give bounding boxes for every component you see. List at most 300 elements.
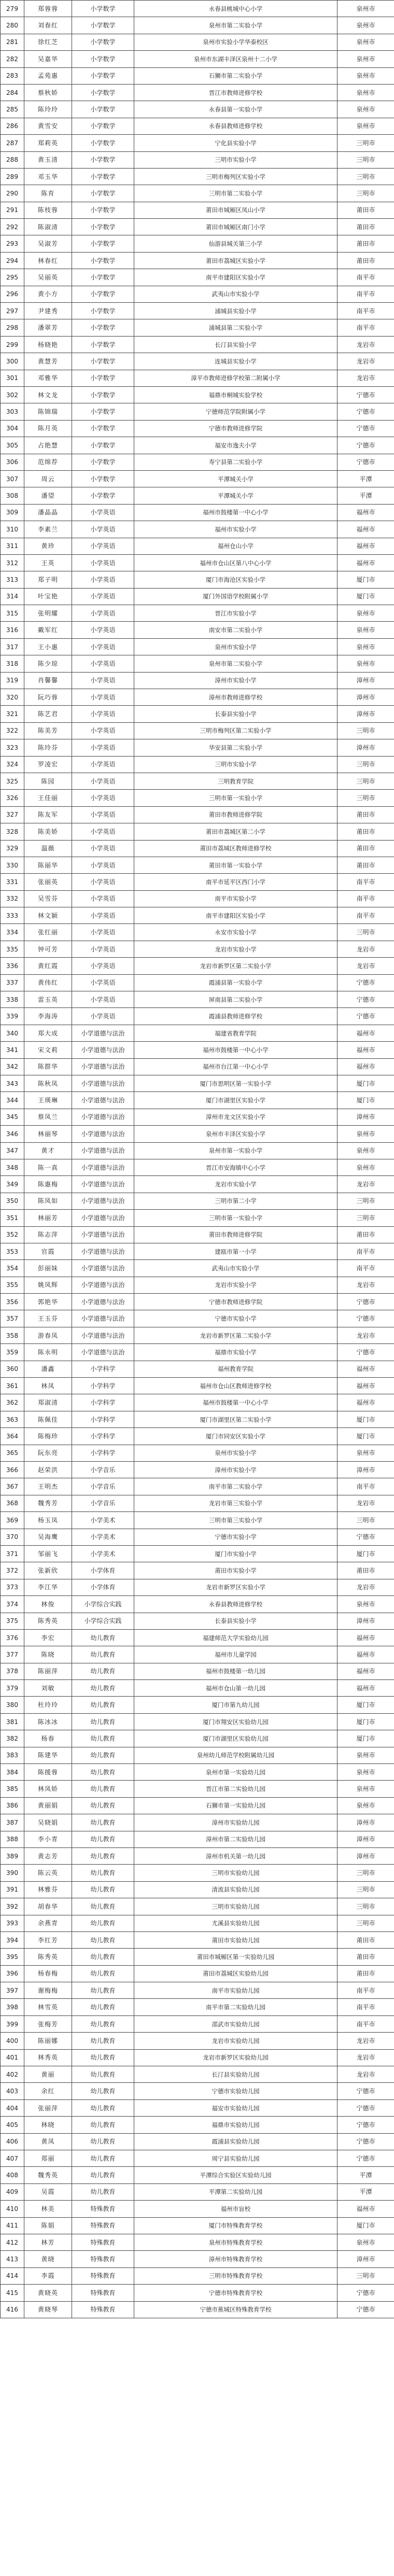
city-cell: 泉州市 [337, 622, 394, 638]
teacher-name-cell: 李海涛 [24, 1008, 72, 1025]
teacher-name-cell: 陈玲芬 [24, 739, 72, 756]
teacher-name-cell: 陈秋凤 [24, 1075, 72, 1092]
subject-cell: 幼儿教育 [72, 2015, 134, 2032]
teacher-name-cell: 吴霞 [24, 2183, 72, 2200]
row-number-cell: 353 [1, 1243, 24, 1259]
row-number-cell: 292 [1, 219, 24, 235]
city-cell: 漳州市 [337, 689, 394, 706]
teacher-name-cell: 魏秀英 [24, 2167, 72, 2183]
row-number-cell: 355 [1, 1277, 24, 1293]
subject-cell: 小学道德与法治 [72, 1294, 134, 1310]
city-cell: 龙岩市 [337, 941, 394, 957]
school-cell: 莆田市教师进修学院 [134, 806, 337, 823]
table-row [1, 1226, 394, 1243]
row-number-cell: 363 [1, 1411, 24, 1427]
table-row [1, 823, 394, 840]
row-number-cell: 414 [1, 2267, 24, 2284]
subject-cell: 幼儿教育 [72, 2150, 134, 2167]
teacher-name-cell: 陈美芳 [24, 722, 72, 739]
row-number-cell: 407 [1, 2150, 24, 2167]
subject-cell: 小学英语 [72, 521, 134, 538]
row-number-cell: 327 [1, 806, 24, 823]
table-row [1, 1008, 394, 1025]
subject-cell: 小学英语 [72, 974, 134, 991]
table-row [1, 1814, 394, 1831]
school-cell: 三明市第二实验小学 [134, 185, 337, 202]
teacher-name-cell: 张丽英 [24, 874, 72, 890]
subject-cell: 小学英语 [72, 554, 134, 571]
teacher-name-cell: 林雪英 [24, 1999, 72, 2015]
table-row [1, 1058, 394, 1075]
city-cell: 厦门市 [337, 1411, 394, 1427]
subject-cell: 小学数学 [72, 1, 134, 17]
teacher-name-cell: 蔡秋娇 [24, 84, 72, 101]
row-number-cell: 380 [1, 1697, 24, 1713]
school-cell: 三明市梅列区实验小学 [134, 168, 337, 185]
city-cell: 泉州市 [337, 1596, 394, 1613]
table-row [1, 1075, 394, 1092]
school-cell: 漳平市教师进修学校第二附属小学 [134, 370, 337, 386]
table-row [1, 1847, 394, 1864]
table-row [1, 1445, 394, 1461]
table-row [1, 1378, 394, 1394]
row-number-cell: 307 [1, 470, 24, 487]
school-cell: 厦门市翔安区实验幼儿园 [134, 1713, 337, 1730]
table-row [1, 1159, 394, 1175]
school-cell: 南平市第二实验小学 [134, 1478, 337, 1495]
roster-rows [1, 1, 394, 2318]
teacher-name-cell: 谢梅梅 [24, 1982, 72, 1999]
subject-cell: 幼儿教育 [72, 2066, 134, 2083]
school-cell: 莆田市第一实验小学 [134, 857, 337, 873]
teacher-name-cell: 陈育 [24, 185, 72, 202]
school-cell: 漳州市实验小学 [134, 1461, 337, 1478]
row-number-cell: 365 [1, 1445, 24, 1461]
school-cell: 漳州市机关第一幼儿园 [134, 1847, 337, 1864]
subject-cell: 小学英语 [72, 571, 134, 588]
school-cell: 泉州市东湖丰泽区泉州十二小学 [134, 51, 337, 67]
row-number-cell: 398 [1, 1999, 24, 2015]
table-row [1, 2049, 394, 2066]
school-cell: 漳州市龙文区实验小学 [134, 1109, 337, 1125]
subject-cell: 幼儿教育 [72, 1764, 134, 1781]
school-cell: 泉州市第二实验小学 [134, 17, 337, 34]
table-row [1, 1344, 394, 1361]
teacher-name-cell: 王英 [24, 554, 72, 571]
school-cell: 厦门市海沧区实验小学 [134, 571, 337, 588]
city-cell: 莆田市 [337, 806, 394, 823]
city-cell: 三明市 [337, 168, 394, 185]
teacher-name-cell: 陈凤如 [24, 1193, 72, 1209]
table-row [1, 1949, 394, 1965]
teacher-name-cell: 林美 [24, 2201, 72, 2217]
school-cell: 福州市台江第一中心小学 [134, 1058, 337, 1075]
city-cell: 泉州市 [337, 17, 394, 34]
table-row [1, 1025, 394, 1041]
table-row [1, 857, 394, 873]
subject-cell: 幼儿教育 [72, 1680, 134, 1697]
subject-cell: 小学数学 [72, 319, 134, 336]
row-number-cell: 388 [1, 1831, 24, 1847]
school-cell: 三明市特殊教育学校 [134, 2267, 337, 2284]
teacher-name-cell: 吴晓娟 [24, 1814, 72, 1831]
teacher-name-cell: 吴海鹰 [24, 1529, 72, 1545]
school-cell: 厦门市思明区第一实验小学 [134, 1075, 337, 1092]
table-row [1, 924, 394, 941]
school-cell: 永春县教师进修学校 [134, 118, 337, 134]
city-cell: 莆田市 [337, 219, 394, 235]
row-number-cell: 281 [1, 34, 24, 50]
teacher-name-cell: 邹丽飞 [24, 1545, 72, 1562]
teacher-name-cell: 陈佩佳 [24, 1411, 72, 1427]
row-number-cell: 293 [1, 235, 24, 252]
subject-cell: 幼儿教育 [72, 2183, 134, 2200]
teacher-name-cell: 黄丽娟 [24, 1797, 72, 1814]
city-cell: 厦门市 [337, 1428, 394, 1445]
teacher-name-cell: 黄伟红 [24, 974, 72, 991]
row-number-cell: 378 [1, 1663, 24, 1679]
row-number-cell: 294 [1, 252, 24, 269]
school-cell: 莆田市城厢区南门小学 [134, 219, 337, 235]
teacher-name-cell: 林凤 [24, 1378, 72, 1394]
teacher-name-cell: 李红芳 [24, 1931, 72, 1948]
subject-cell: 小学道德与法治 [72, 1193, 134, 1209]
subject-cell: 小学英语 [72, 756, 134, 773]
row-number-cell: 330 [1, 857, 24, 873]
subject-cell: 小学英语 [72, 924, 134, 941]
row-number-cell: 399 [1, 2015, 24, 2032]
city-cell: 莆田市 [337, 1965, 394, 1982]
table-row [1, 1042, 394, 1058]
school-cell: 福鼎市桐城实验学校 [134, 386, 337, 403]
city-cell: 三明市 [337, 1915, 394, 1931]
row-number-cell: 405 [1, 2117, 24, 2133]
subject-cell: 小学英语 [72, 722, 134, 739]
table-row [1, 303, 394, 319]
table-row [1, 605, 394, 622]
teacher-name-cell: 陈建华 [24, 1747, 72, 1763]
row-number-cell: 369 [1, 1512, 24, 1529]
city-cell: 漳州市 [337, 2251, 394, 2267]
row-number-cell: 366 [1, 1461, 24, 1478]
city-cell: 漳州市 [337, 1814, 394, 1831]
row-number-cell: 303 [1, 403, 24, 420]
table-row [1, 202, 394, 218]
school-cell: 长汀县实验幼儿园 [134, 2066, 337, 2083]
row-number-cell: 357 [1, 1310, 24, 1327]
table-row [1, 2285, 394, 2301]
row-number-cell: 337 [1, 974, 24, 991]
city-cell: 南平市 [337, 1243, 394, 1259]
school-cell: 福州仓山小学 [134, 538, 337, 554]
city-cell: 南平市 [337, 269, 394, 286]
school-cell: 晋江市安海镇中心小学 [134, 1159, 337, 1175]
school-cell: 浦城县实验小学 [134, 303, 337, 319]
subject-cell: 小学英语 [72, 605, 134, 622]
table-row [1, 1327, 394, 1343]
city-cell: 龙岩市 [337, 2049, 394, 2066]
table-row [1, 2033, 394, 2049]
teacher-name-cell: 赵荣洪 [24, 1461, 72, 1478]
table-row [1, 487, 394, 504]
row-number-cell: 395 [1, 1949, 24, 1965]
school-cell: 三明市实验幼儿园 [134, 1898, 337, 1915]
teacher-name-cell: 陈丽萍 [24, 1663, 72, 1679]
school-cell: 福州市仓山区第八中心小学 [134, 554, 337, 571]
teacher-name-cell: 林秀英 [24, 2049, 72, 2066]
teacher-name-cell: 吴丽英 [24, 269, 72, 286]
school-cell: 莆田市荔城区教师进修学校 [134, 840, 337, 857]
subject-cell: 小学数学 [72, 185, 134, 202]
teacher-name-cell: 吴雪芬 [24, 890, 72, 907]
row-number-cell: 304 [1, 420, 24, 437]
subject-cell: 小学道德与法治 [72, 1226, 134, 1243]
school-cell: 厦门市实验小学 [134, 1545, 337, 1562]
subject-cell: 幼儿教育 [72, 1697, 134, 1713]
subject-cell: 小学道德与法治 [72, 1042, 134, 1058]
teacher-name-cell: 林雅芬 [24, 1881, 72, 1898]
teacher-name-cell: 陈锦瑞 [24, 403, 72, 420]
city-cell: 宁德市 [337, 420, 394, 437]
subject-cell: 幼儿教育 [72, 2033, 134, 2049]
city-cell: 三明市 [337, 185, 394, 202]
row-number-cell: 351 [1, 1210, 24, 1226]
row-number-cell: 391 [1, 1881, 24, 1898]
city-cell: 宁德市 [337, 2301, 394, 2318]
table-row [1, 2251, 394, 2267]
teacher-name-cell: 林春红 [24, 252, 72, 269]
city-cell: 三明市 [337, 2267, 394, 2284]
teacher-name-cell: 张红丽 [24, 924, 72, 941]
row-number-cell: 325 [1, 773, 24, 789]
subject-cell: 小学英语 [72, 773, 134, 789]
teacher-name-cell: 黄才 [24, 1142, 72, 1159]
table-row [1, 1965, 394, 1982]
teacher-name-cell: 罗凌宏 [24, 756, 72, 773]
subject-cell: 小学英语 [72, 958, 134, 974]
subject-cell: 幼儿教育 [72, 1965, 134, 1982]
city-cell: 宁德市 [337, 2117, 394, 2133]
table-row [1, 1915, 394, 1931]
subject-cell: 幼儿教育 [72, 1982, 134, 1999]
row-number-cell: 323 [1, 739, 24, 756]
teacher-name-cell: 郑淑清 [24, 1394, 72, 1411]
school-cell: 南平市实验幼儿园 [134, 1982, 337, 1999]
teacher-name-cell: 林芳 [24, 2234, 72, 2250]
row-number-cell: 342 [1, 1058, 24, 1075]
table-row [1, 1294, 394, 1310]
school-cell: 三明市第二小学 [134, 1193, 337, 1209]
teacher-name-cell: 杜玲玲 [24, 1697, 72, 1713]
teacher-name-cell: 刘敏 [24, 1680, 72, 1697]
row-number-cell: 328 [1, 823, 24, 840]
teacher-name-cell: 黄晓英 [24, 2285, 72, 2301]
city-cell: 莆田市 [337, 823, 394, 840]
row-number-cell: 283 [1, 67, 24, 84]
city-cell: 宁德市 [337, 437, 394, 454]
subject-cell: 小学数学 [72, 487, 134, 504]
school-cell: 屏南县第二实验小学 [134, 991, 337, 1008]
school-cell: 福安市实验幼儿园 [134, 2099, 337, 2116]
city-cell: 福州市 [337, 1042, 394, 1058]
table-row [1, 1663, 394, 1679]
row-number-cell: 311 [1, 538, 24, 554]
row-number-cell: 306 [1, 454, 24, 470]
school-cell: 南平市延平区西门小学 [134, 874, 337, 890]
table-row [1, 118, 394, 134]
city-cell: 三明市 [337, 790, 394, 806]
teacher-name-cell: 彭丽妹 [24, 1260, 72, 1277]
table-row [1, 2133, 394, 2150]
table-row [1, 706, 394, 722]
teacher-name-cell: 陈援蓉 [24, 1764, 72, 1781]
table-row [1, 941, 394, 957]
subject-cell: 小学美术 [72, 1512, 134, 1529]
city-cell: 漳州市 [337, 672, 394, 689]
subject-cell: 小学数学 [72, 202, 134, 218]
table-row [1, 622, 394, 638]
city-cell: 泉州市 [337, 84, 394, 101]
table-row [1, 235, 394, 252]
school-cell: 浦城县第二实验小学 [134, 319, 337, 336]
subject-cell: 幼儿教育 [72, 1814, 134, 1831]
subject-cell: 小学数学 [72, 168, 134, 185]
table-row [1, 2083, 394, 2099]
row-number-cell: 386 [1, 1797, 24, 1814]
table-row [1, 991, 394, 1008]
city-cell: 漳州市 [337, 1847, 394, 1864]
subject-cell: 小学数学 [72, 437, 134, 454]
city-cell: 宁德市 [337, 454, 394, 470]
school-cell: 华安县第二实验小学 [134, 739, 337, 756]
teacher-name-cell: 蔡凤兰 [24, 1109, 72, 1125]
table-row [1, 907, 394, 924]
table-row [1, 135, 394, 151]
subject-cell: 小学数学 [72, 420, 134, 437]
school-cell: 宁德市实验小学 [134, 1310, 337, 1327]
teacher-name-cell: 林凤娇 [24, 1781, 72, 1797]
school-cell: 福建省教育学院 [134, 1025, 337, 1041]
city-cell: 宁德市 [337, 2083, 394, 2099]
subject-cell: 小学科学 [72, 1428, 134, 1445]
subject-cell: 小学数学 [72, 219, 134, 235]
subject-cell: 小学英语 [72, 588, 134, 605]
school-cell: 三明市实验幼儿园 [134, 1865, 337, 1881]
subject-cell: 小学数学 [72, 303, 134, 319]
subject-cell: 幼儿教育 [72, 2117, 134, 2133]
row-number-cell: 343 [1, 1075, 24, 1092]
table-row [1, 874, 394, 890]
subject-cell: 小学英语 [72, 840, 134, 857]
table-row [1, 1142, 394, 1159]
subject-cell: 幼儿教育 [72, 2083, 134, 2099]
school-cell: 南平市实验小学 [134, 890, 337, 907]
subject-cell: 小学英语 [72, 806, 134, 823]
row-number-cell: 289 [1, 168, 24, 185]
school-cell: 厦门市第九幼儿园 [134, 1697, 337, 1713]
school-cell: 宁德市特殊教育学校 [134, 2285, 337, 2301]
subject-cell: 小学数学 [72, 252, 134, 269]
school-cell: 建瓯市第一小学 [134, 1243, 337, 1259]
table-row [1, 1243, 394, 1259]
row-number-cell: 385 [1, 1781, 24, 1797]
subject-cell: 小学数学 [72, 84, 134, 101]
school-cell: 泉州市第一实验幼儿园 [134, 1764, 337, 1781]
school-cell: 福州市盲校 [134, 2201, 337, 2217]
subject-cell: 小学道德与法治 [72, 1142, 134, 1159]
subject-cell: 小学英语 [72, 739, 134, 756]
row-number-cell: 360 [1, 1361, 24, 1377]
school-cell: 漳州市教师进修学校 [134, 689, 337, 706]
teacher-name-cell: 陈惠梅 [24, 1176, 72, 1193]
city-cell: 平潭 [337, 470, 394, 487]
subject-cell: 小学数学 [72, 403, 134, 420]
subject-cell: 小学数学 [72, 353, 134, 370]
table-row [1, 1730, 394, 1747]
row-number-cell: 287 [1, 135, 24, 151]
city-cell: 龙岩市 [337, 2066, 394, 2083]
school-cell: 宁德市教师进修学院 [134, 1294, 337, 1310]
row-number-cell: 373 [1, 1579, 24, 1595]
table-row [1, 2150, 394, 2167]
city-cell: 泉州市 [337, 605, 394, 622]
row-number-cell: 377 [1, 1646, 24, 1663]
table-row [1, 504, 394, 521]
school-cell: 泉州市实验小学华泰校区 [134, 34, 337, 50]
row-number-cell: 356 [1, 1294, 24, 1310]
subject-cell: 小学美术 [72, 1529, 134, 1545]
teacher-name-cell: 黄晓琴 [24, 2301, 72, 2318]
row-number-cell: 338 [1, 991, 24, 1008]
table-row [1, 1680, 394, 1697]
school-cell: 三明市实验小学 [134, 756, 337, 773]
row-number-cell: 371 [1, 1545, 24, 1562]
table-row [1, 1579, 394, 1595]
table-row [1, 1713, 394, 1730]
school-cell: 平潭第二实验幼儿园 [134, 2183, 337, 2200]
teacher-name-cell: 林丽芳 [24, 1210, 72, 1226]
teacher-name-cell: 陈一真 [24, 1159, 72, 1175]
row-number-cell: 302 [1, 386, 24, 403]
teacher-name-cell: 胡春华 [24, 1898, 72, 1915]
school-cell: 石狮市第一实验幼儿园 [134, 1797, 337, 1814]
table-row [1, 2217, 394, 2234]
row-number-cell: 299 [1, 336, 24, 353]
city-cell: 三明市 [337, 1898, 394, 1915]
table-row [1, 790, 394, 806]
subject-cell: 幼儿教育 [72, 1730, 134, 1747]
school-cell: 福州市儿童学园 [134, 1646, 337, 1663]
school-cell: 宁德市实验小学 [134, 1529, 337, 1545]
table-row [1, 1310, 394, 1327]
city-cell: 宁德市 [337, 1344, 394, 1361]
city-cell: 龙岩市 [337, 2033, 394, 2049]
row-number-cell: 326 [1, 790, 24, 806]
teacher-name-cell: 王明杰 [24, 1478, 72, 1495]
row-number-cell: 416 [1, 2301, 24, 2318]
table-row [1, 1478, 394, 1495]
table-row [1, 538, 394, 554]
school-cell: 宁德市实验幼儿园 [134, 2083, 337, 2099]
city-cell: 福州市 [337, 1361, 394, 1377]
city-cell: 厦门市 [337, 2217, 394, 2234]
row-number-cell: 301 [1, 370, 24, 386]
city-cell: 三明市 [337, 924, 394, 941]
city-cell: 莆田市 [337, 840, 394, 857]
city-cell: 福州市 [337, 1663, 394, 1679]
teacher-name-cell: 黄志芳 [24, 1847, 72, 1864]
school-cell: 晋江市实验小学 [134, 605, 337, 622]
